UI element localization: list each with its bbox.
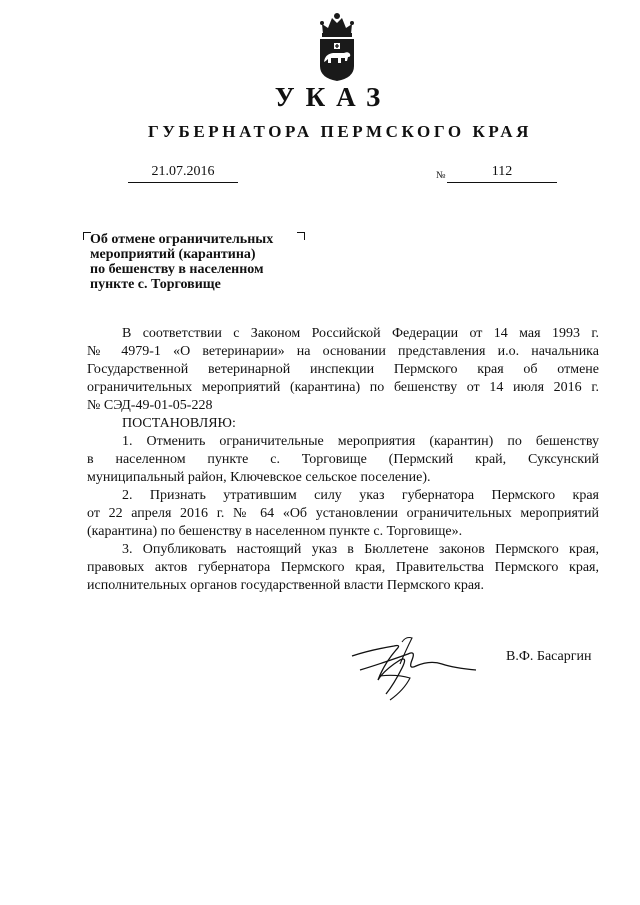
item-3-line: исполнительных органов государственной власти Пермского края. <box>87 578 484 593</box>
decree-word: ПОСТАНОВЛЯЮ: <box>122 416 236 431</box>
document-body <box>87 325 599 595</box>
item-2-line: от 22 апреля 2016 г. № 64 «Об установлении ограничительных мероприятий <box>87 506 599 521</box>
item-3-line: 3. Опубликовать настоящий указ в Бюллетене законов Пермского края, <box>122 542 599 557</box>
item-1-line: в населенном пункте с. Торговище (Пермский край, Суксунский <box>87 452 599 467</box>
subject-line: Об отмене ограничительных <box>90 232 274 247</box>
document-date: 21.07.2016 <box>128 164 238 183</box>
coat-of-arms-icon <box>314 10 360 82</box>
subject-bracket-right <box>297 232 305 240</box>
item-2-line: (карантина) по бешенству в населенном пункте с. Торговище». <box>87 524 463 539</box>
signature-icon <box>350 630 478 710</box>
document-subtitle: ГУБЕРНАТОРА ПЕРМСКОГО КРАЯ <box>148 122 532 141</box>
preamble-line: Государственной ветеринарной инспекции Пермского края об отмене <box>87 362 599 377</box>
item-1-line: 1. Отменить ограничительные мероприятия (карантин) по бешенству <box>122 434 599 449</box>
document-subject <box>90 232 295 292</box>
subject-line: по бешенству в населенном <box>90 262 264 277</box>
number-sign: № <box>436 170 446 181</box>
item-2-line: 2. Признать утратившим силу указ губернатора Пермского края <box>122 488 599 503</box>
preamble-line: № СЭД-49-01-05-228 <box>87 398 213 413</box>
item-1-line: муниципальный район, Ключевское сельское поселение). <box>87 470 431 485</box>
signer-name: В.Ф. Басаргин <box>506 649 592 664</box>
subject-line: мероприятий (карантина) <box>90 247 256 262</box>
item-3-line: правовых актов губернатора Пермского края, Правительства Пермского края, <box>87 560 599 575</box>
preamble-line: В соответствии с Законом Российской Федерации от 14 мая 1993 г. <box>122 326 599 341</box>
preamble-line: ограничительных мероприятий (карантина) по бешенству от 14 июля 2016 г. <box>87 380 599 395</box>
preamble-line: № 4979-1 «О ветеринарии» на основании представления и.о. начальника <box>87 344 599 359</box>
document-number: 112 <box>447 164 557 183</box>
document-title: УКАЗ <box>274 82 392 112</box>
subject-line: пункте с. Торговище <box>90 277 221 292</box>
